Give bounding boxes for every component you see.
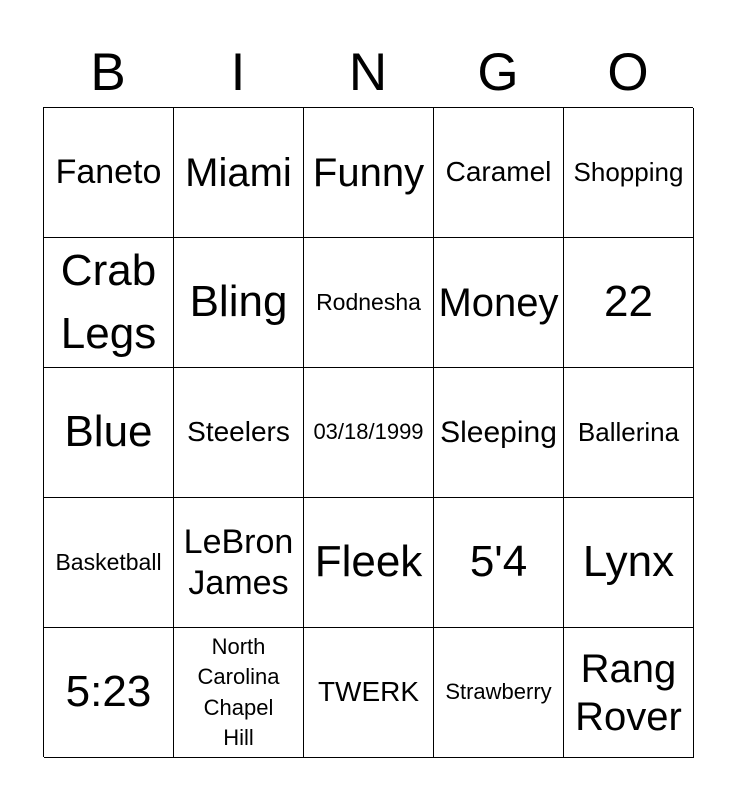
cell-label: Steelers <box>187 416 290 448</box>
bingo-cell <box>434 108 564 238</box>
cell-label: Shopping <box>573 156 684 187</box>
cell-label: 5:23 <box>65 667 152 717</box>
bingo-cell <box>174 498 304 628</box>
bingo-cell <box>174 238 304 368</box>
header-letter-o: O <box>607 42 649 102</box>
header-letter-b: B <box>90 42 126 102</box>
bingo-cell <box>44 498 174 628</box>
cell-label: Crab Legs <box>60 246 157 358</box>
bingo-board <box>43 107 693 757</box>
cell-label: Rang Rover <box>575 646 682 739</box>
cell-label: Money <box>438 280 559 325</box>
cell-label: 5'4 <box>469 537 528 587</box>
bingo-cell <box>434 628 564 758</box>
cell-label: Bling <box>189 277 288 327</box>
cell-label: North Carolina Chapel Hill <box>197 633 280 750</box>
cell-label: Funny <box>312 150 425 195</box>
cell-label: Lynx <box>582 537 675 587</box>
header-letter-g: G <box>477 42 519 102</box>
cell-label: Ballerina <box>577 416 680 447</box>
bingo-cell <box>304 368 434 498</box>
bingo-cell <box>564 368 694 498</box>
bingo-cell <box>304 238 434 368</box>
cell-label: Fleek <box>314 537 423 587</box>
bingo-cell <box>304 108 434 238</box>
bingo-cell <box>174 108 304 238</box>
cell-label: Faneto <box>55 153 162 192</box>
cell-label: Rodnesha <box>316 289 421 316</box>
bingo-cell <box>564 108 694 238</box>
bingo-cell <box>434 238 564 368</box>
bingo-header <box>43 36 693 108</box>
header-letter-n: N <box>348 42 388 102</box>
bingo-cell <box>304 498 434 628</box>
bingo-cell <box>564 498 694 628</box>
header-letter-i: I <box>230 42 246 102</box>
cell-label: TWERK <box>317 676 420 708</box>
cell-label: Caramel <box>445 156 552 188</box>
cell-label: Strawberry <box>445 679 552 705</box>
cell-label: Miami <box>185 150 292 195</box>
bingo-cell <box>564 628 694 758</box>
bingo-cell <box>44 368 174 498</box>
bingo-cell <box>174 368 304 498</box>
bingo-cell <box>44 628 174 758</box>
bingo-cell <box>434 368 564 498</box>
bingo-cell <box>304 628 434 758</box>
cell-label: Sleeping <box>440 415 557 449</box>
cell-label: Blue <box>64 407 153 457</box>
cell-label: 22 <box>604 277 653 327</box>
bingo-cell <box>44 108 174 238</box>
cell-label: Basketball <box>55 549 162 576</box>
bingo-cell <box>434 498 564 628</box>
cell-label: 03/18/1999 <box>313 419 424 445</box>
bingo-cell <box>174 628 304 758</box>
cell-label: LeBron James <box>183 523 294 602</box>
bingo-cell <box>44 238 174 368</box>
bingo-cell <box>564 238 694 368</box>
